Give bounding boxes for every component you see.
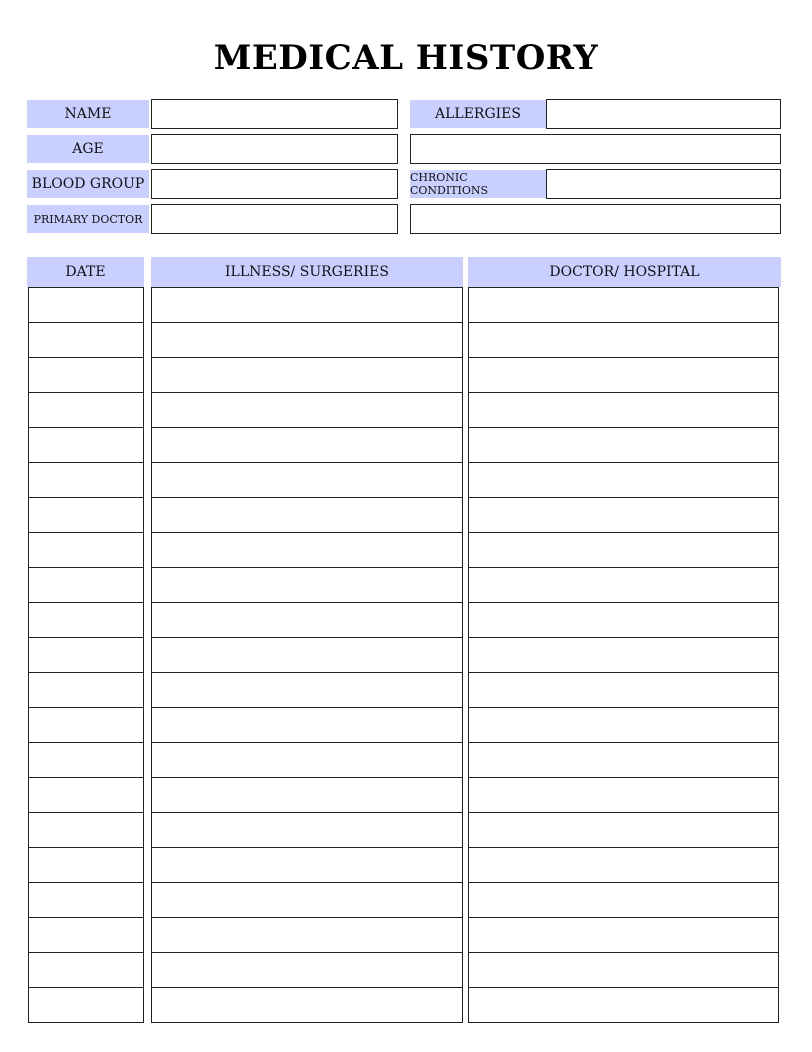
doctor-cell[interactable] [468,462,779,498]
doctor-cell[interactable] [468,497,779,533]
illness-cell[interactable] [151,357,463,393]
illness-cell[interactable] [151,637,463,673]
doctor-cell[interactable] [468,707,779,743]
date-cell[interactable] [28,567,144,603]
doctor-cell[interactable] [468,637,779,673]
date-cell[interactable] [28,427,144,463]
illness-cell[interactable] [151,952,463,988]
illness-cell[interactable] [151,917,463,953]
doctor-cell[interactable] [468,847,779,883]
age-label: AGE [27,135,149,163]
date-cell[interactable] [28,497,144,533]
illness-cell[interactable] [151,672,463,708]
illness-cell[interactable] [151,462,463,498]
illness-cell[interactable] [151,602,463,638]
date-cell[interactable] [28,777,144,813]
date-cell[interactable] [28,987,144,1023]
doctor-cell[interactable] [468,532,779,568]
page-title: MEDICAL HISTORY [213,38,599,78]
date-cell[interactable] [28,532,144,568]
illness-cell[interactable] [151,777,463,813]
name-label: NAME [27,100,149,128]
illness-cell[interactable] [151,427,463,463]
illness-cell[interactable] [151,392,463,428]
blood-group-label: BLOOD GROUP [27,170,149,198]
age-field[interactable] [151,134,398,164]
allergies-label: ALLERGIES [410,100,546,128]
date-cell[interactable] [28,812,144,848]
date-column-header: DATE [27,257,144,287]
doctor-cell[interactable] [468,392,779,428]
illness-cell[interactable] [151,742,463,778]
illness-cell[interactable] [151,812,463,848]
allergies-field[interactable] [546,99,781,129]
doctor-cell[interactable] [468,882,779,918]
chronic-conditions-field-extra[interactable] [410,204,781,234]
date-cell[interactable] [28,637,144,673]
date-cell[interactable] [28,952,144,988]
date-cell[interactable] [28,462,144,498]
illness-cell[interactable] [151,287,463,323]
doctor-cell[interactable] [468,287,779,323]
chronic-conditions-field[interactable] [546,169,781,199]
doctor-cell[interactable] [468,952,779,988]
blood-group-field[interactable] [151,169,398,199]
date-cell[interactable] [28,847,144,883]
illness-cell[interactable] [151,882,463,918]
doctor-cell[interactable] [468,812,779,848]
primary-doctor-field[interactable] [151,204,398,234]
date-cell[interactable] [28,322,144,358]
doctor-cell[interactable] [468,427,779,463]
name-field[interactable] [151,99,398,129]
doctor-cell[interactable] [468,987,779,1023]
primary-doctor-label: PRIMARY DOCTOR [27,205,149,233]
doctor-cell[interactable] [468,672,779,708]
date-cell[interactable] [28,287,144,323]
doctor-cell[interactable] [468,567,779,603]
date-cell[interactable] [28,707,144,743]
illness-cell[interactable] [151,567,463,603]
illness-cell[interactable] [151,322,463,358]
doctor-column-header: DOCTOR/ HOSPITAL [468,257,781,287]
date-cell[interactable] [28,602,144,638]
illness-cell[interactable] [151,987,463,1023]
allergies-field-extra[interactable] [410,134,781,164]
illness-cell[interactable] [151,497,463,533]
chronic-conditions-label: CHRONIC CONDITIONS [410,170,546,198]
date-cell[interactable] [28,392,144,428]
illness-cell[interactable] [151,707,463,743]
illness-cell[interactable] [151,532,463,568]
date-cell[interactable] [28,917,144,953]
illness-cell[interactable] [151,847,463,883]
date-cell[interactable] [28,672,144,708]
doctor-cell[interactable] [468,777,779,813]
doctor-cell[interactable] [468,602,779,638]
date-cell[interactable] [28,357,144,393]
date-cell[interactable] [28,742,144,778]
doctor-cell[interactable] [468,917,779,953]
doctor-cell[interactable] [468,742,779,778]
illness-column-header: ILLNESS/ SURGERIES [151,257,463,287]
date-cell[interactable] [28,882,144,918]
doctor-cell[interactable] [468,357,779,393]
doctor-cell[interactable] [468,322,779,358]
